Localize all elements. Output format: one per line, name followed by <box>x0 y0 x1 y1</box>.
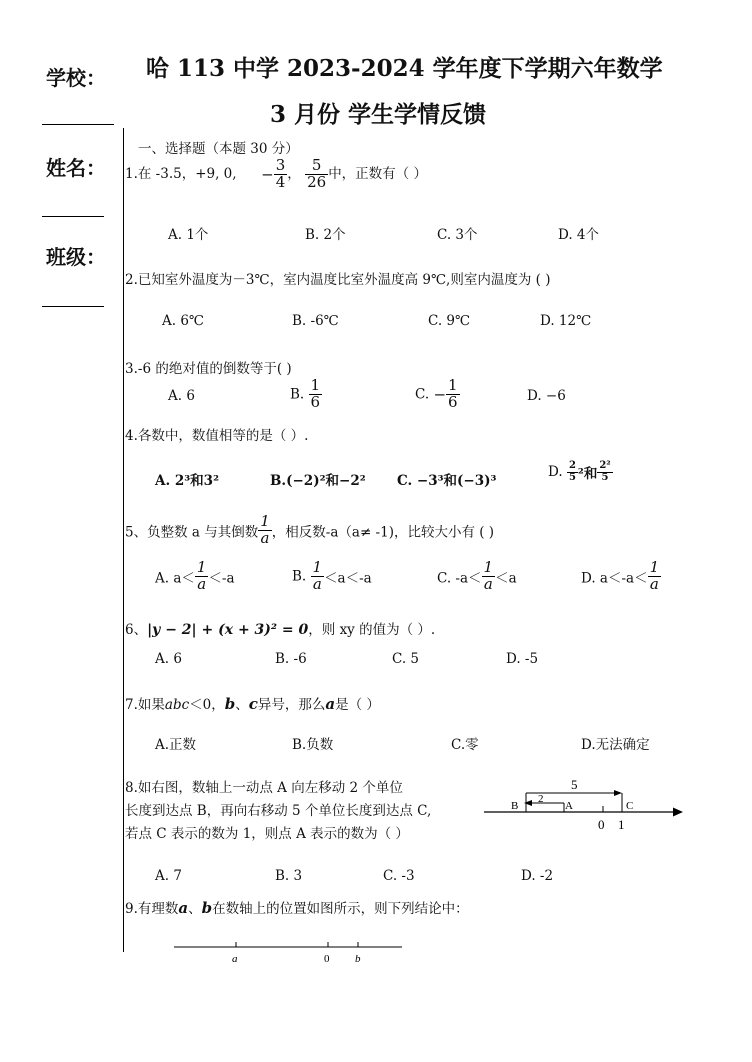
q8-option-d: D. -2 <box>521 868 554 884</box>
q7-option-d: D.无法确定 <box>581 737 650 753</box>
q8-label-two: 2 <box>538 793 544 805</box>
q1-option-b: B. 2个 <box>305 227 346 243</box>
section-heading: 一、选择题（本题 30 分） <box>138 141 299 157</box>
q8-line3: 若点 C 表示的数为 1，则点 A 表示的数为（ ） <box>125 826 409 842</box>
q5-fraction: $\frac{1}{a}$ <box>260 512 270 547</box>
q5-option-b: B. $\frac{1}{a}$ ＜a＜-a <box>292 558 372 593</box>
q9-number-line-figure <box>170 935 410 970</box>
q1-fraction-2: $\frac{5}{26}$ <box>307 156 327 191</box>
q3-option-a: A. 6 <box>168 388 195 404</box>
q7-option-a: A.正数 <box>155 737 197 753</box>
q1-fraction-1: $\frac{3}{4}$ <box>275 156 286 191</box>
q4-option-b: B.(−2)²和−2² <box>270 473 366 489</box>
q1-option-a: A. 1个 <box>168 227 209 243</box>
q9-label-b: b <box>355 953 361 965</box>
q1-stem <box>125 158 427 191</box>
q8-axis-arrow-icon <box>673 808 683 817</box>
q2-option-c: C. 9℃ <box>428 313 471 329</box>
q6-stem: 6、|y − 2| + (x + 3)² = 0，则 xy 的值为（ ）. <box>125 622 436 638</box>
q8-left-arrow-icon <box>524 800 532 806</box>
q5-d-fraction: $\frac{1}{a}$ <box>649 558 660 593</box>
q9-stem: 9.有理数a、b在数轴上的位置如图所示，则下列结论中： <box>125 899 469 917</box>
q9-label-zero: 0 <box>324 953 330 965</box>
q8-option-c: C. -3 <box>383 868 415 884</box>
q8-line1: 8.如右图，数轴上一动点 A 向左移动 2 个单位 <box>125 780 403 796</box>
q3-option-c: C. − $\frac{1}{6}$ <box>415 376 458 411</box>
q1-stem-start: 1.在 -3.5，+9, 0, <box>125 165 237 182</box>
q9-label-a: a <box>232 953 238 965</box>
q5-stem: 5、负整数 a 与其倒数 $\frac{1}{a}$ ，相反数-a（a≠ -1)，比较大小有 ( ) <box>125 512 495 547</box>
q3-stem: 3.-6 的绝对值的倒数等于( ) <box>125 361 292 377</box>
q5-c-fraction: $\frac{1}{a}$ <box>483 558 494 593</box>
binding-line <box>123 128 124 952</box>
q1-minus: − <box>261 165 274 184</box>
q4-d-fraction-2: $\frac{\text{2²}}{5}$ <box>599 460 611 483</box>
q8-label-a: A <box>565 800 573 812</box>
class-blank <box>42 306 104 307</box>
q5-option-c: C. -a＜ $\frac{1}{a}$ ＜a <box>437 558 517 593</box>
q7-option-b: B.负数 <box>292 737 334 753</box>
school-label: 学校： <box>46 66 106 90</box>
name-label: 姓名： <box>46 156 106 180</box>
q1-option-c: C. 3个 <box>437 227 478 243</box>
q8-label-five: 5 <box>571 777 578 792</box>
q8-number-line-figure <box>480 775 690 835</box>
q6-option-a: A. 6 <box>155 651 182 667</box>
q8-label-b: B <box>511 800 519 812</box>
q6-option-c: C. 5 <box>392 651 420 667</box>
q6-equation: |y − 2| + (x + 3)² = 0 <box>147 622 309 638</box>
q2-option-a: A. 6℃ <box>162 313 205 329</box>
q8-label-c: C <box>626 800 634 812</box>
title-line2: 3 月份 学生学情反馈 <box>270 101 487 128</box>
q3-c-fraction: $\frac{1}{6}$ <box>448 376 458 411</box>
name-blank <box>42 216 104 217</box>
school-blank <box>42 124 114 125</box>
q3-option-d: D. −6 <box>527 388 566 404</box>
q8-label-zero: 0 <box>598 817 605 832</box>
q4-option-a: A. 2³和3² <box>155 473 219 489</box>
q1-stem-end: 中，正数有（ ） <box>328 165 427 182</box>
q7-stem: 7.如果abc＜0，b、c异号，那么a是（ ） <box>125 695 380 713</box>
q5-a-fraction: $\frac{1}{a}$ <box>196 558 207 593</box>
q8-option-a: A. 7 <box>155 868 182 884</box>
q1-option-d: D. 4个 <box>558 227 600 243</box>
q5-option-a: A. a＜ $\frac{1}{a}$ ＜-a <box>155 558 235 593</box>
q5-option-d: D. a＜-a＜ $\frac{1}{a}$ <box>581 558 660 593</box>
q2-stem: 2.已知室外温度为－3℃，室内温度比室外温度高 9℃,则室内温度为 ( ) <box>125 272 551 288</box>
q2-option-d: D. 12℃ <box>540 313 592 329</box>
title-line1: 哈 113 中学 2023-2024 学年度下学期六年数学 <box>146 55 663 82</box>
class-label: 班级： <box>46 245 106 269</box>
q3-option-b: B. $\frac{1}{6}$ <box>290 376 321 411</box>
q4-d-fraction-1: $\frac{2}{5}$ <box>568 460 576 483</box>
q7-option-c: C.零 <box>451 737 479 753</box>
q8-label-one: 1 <box>618 817 625 832</box>
q4-option-c: C. −3³和(−3)³ <box>397 473 497 489</box>
q4-option-d: D. $\frac{2}{5}$ ²和 $\frac{\text{2²}}{5}$ <box>548 460 611 483</box>
q4-stem: 4.各数中，数值相等的是（ ）. <box>125 428 309 444</box>
q8-right-arrow-icon <box>614 790 622 796</box>
q6-option-d: D. -5 <box>506 651 539 667</box>
q8-option-b: B. 3 <box>275 868 303 884</box>
q1-comma: ， <box>287 165 301 182</box>
q6-option-b: B. -6 <box>275 651 307 667</box>
q5-b-fraction: $\frac{1}{a}$ <box>312 558 323 593</box>
q8-line2: 长度到达点 B，再向右移动 5 个单位长度到达点 C, <box>125 803 432 819</box>
q3-b-fraction: $\frac{1}{6}$ <box>310 376 321 411</box>
q2-option-b: B. -6℃ <box>292 313 339 329</box>
